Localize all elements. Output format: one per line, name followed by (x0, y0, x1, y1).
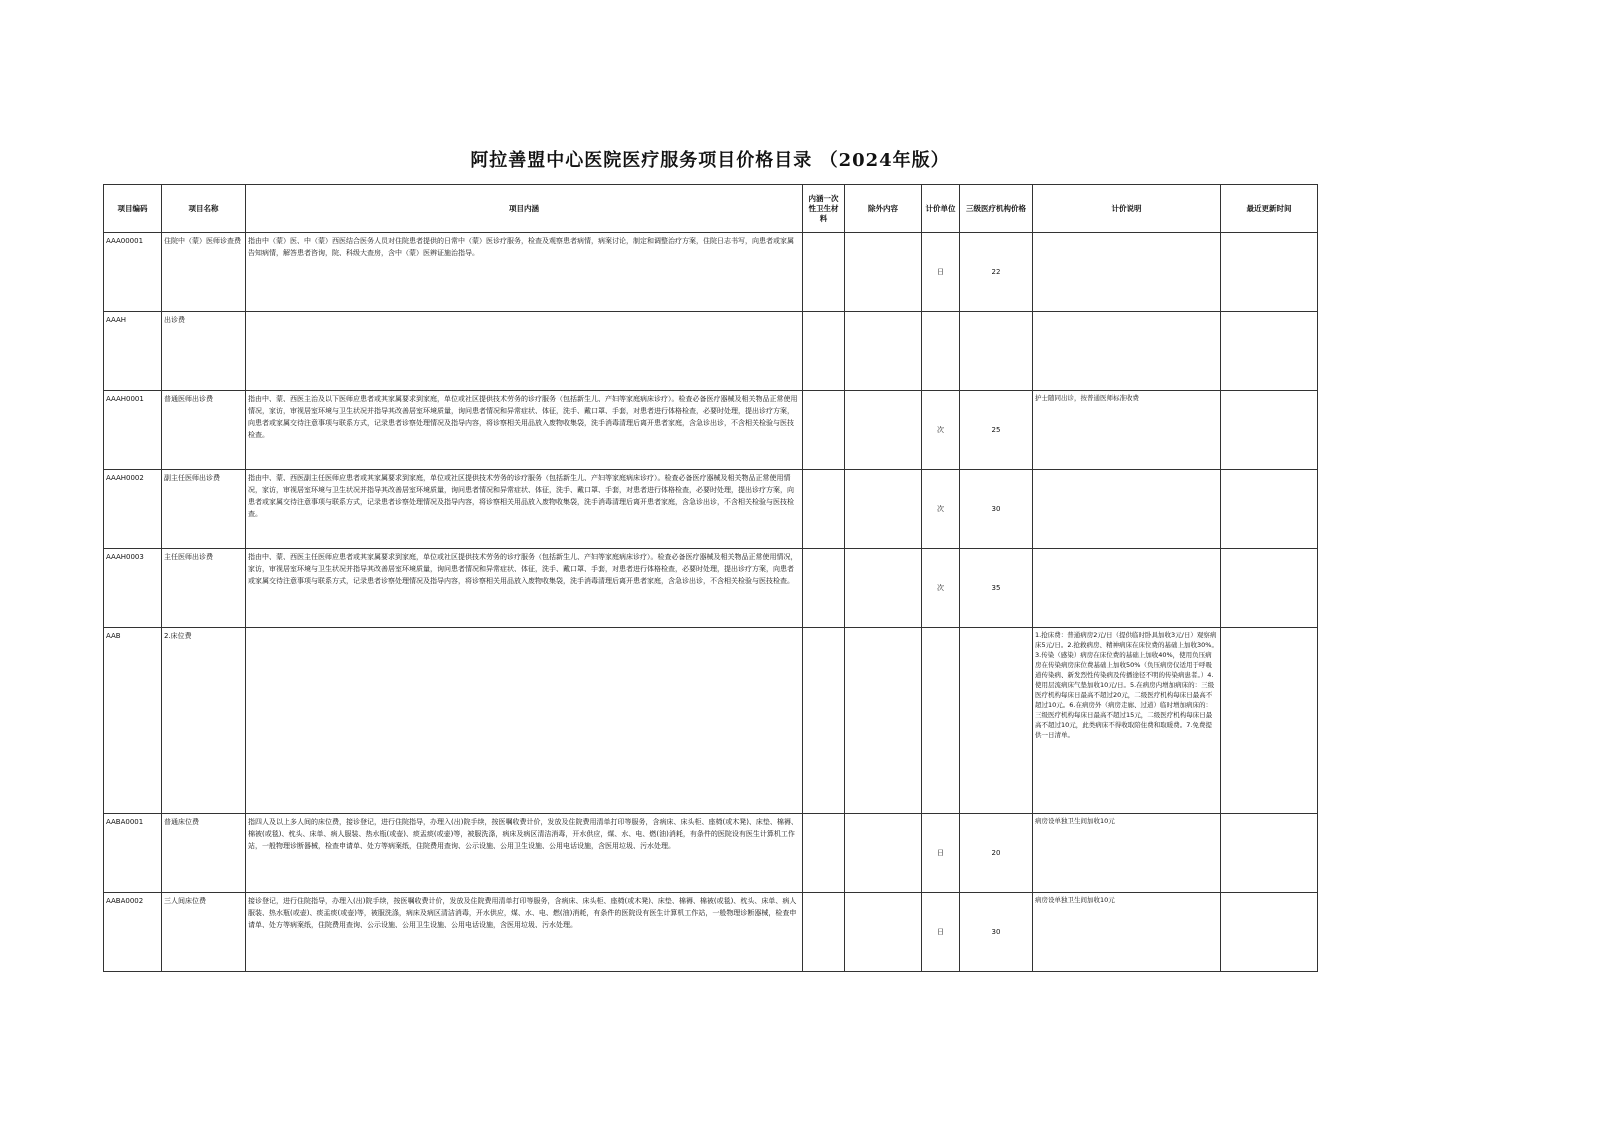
cell-unit (922, 312, 960, 391)
table-row (104, 470, 1318, 549)
table-row (104, 549, 1318, 628)
cell-price: 20 (960, 814, 1033, 893)
cell-content: 指四人及以上多人间的床位费，接诊登记，进行住院指导，办理入(出)院手续，按医嘱收费计价，发放及住院费用清单打印等服务，含病床、床头柜、座椅(或木凳)、床垫、棉褥、棉被(或毯)、枕头、床单、病人服装、热水瓶(或壶)、痰盂痰(或壶)等，被服洗涤，病床及病区清洁消毒，开水供应，煤、水、电、燃(油)消耗，有条件的医院设有医生计算机工作站，一般物理诊断器械，检查申请单、处方等病案纸，住院费用查询、公示设施、公用卫生设施、公用电话设施，含医用垃圾、污水处理。 (246, 814, 803, 893)
cell-excluded (845, 814, 922, 893)
header-row (104, 185, 1318, 233)
cell-updated (1221, 312, 1318, 391)
cell-excluded (845, 628, 922, 814)
cell-material (803, 312, 845, 391)
cell-updated (1221, 893, 1318, 972)
cell-excluded (845, 470, 922, 549)
cell-updated (1221, 628, 1318, 814)
col-header-excluded: 除外内容 (845, 185, 922, 233)
cell-updated (1221, 549, 1318, 628)
cell-content: 指由中、蒙、西医主治及以下医师应患者或其家属要求到家庭，单位或社区提供技术劳务的诊疗服务（包括新生儿、产妇等家庭病床诊疗）。检查必备医疗器械及相关物品正常使用情况，家访，审视居室环境与卫生状况并指导其改善居室环境质量，询问患者情况和异常症状、体征，洗手、戴口罩、手套，对患者进行体格检查，必要时处理，提出诊疗方案，向患者或家属交待注意事项与联系方式，记录患者诊察处理情况及指导内容，将诊察相关用品放入废物收集袋，洗手消毒清理后离开患者家庭，含急诊出诊，不含相关检验与医技检查。 (246, 391, 803, 470)
cell-updated (1221, 470, 1318, 549)
col-header-updated: 最近更新时间 (1221, 185, 1318, 233)
cell-material (803, 470, 845, 549)
col-header-material: 内涵一次性卫生材料 (803, 185, 845, 233)
cell-code: AABA0002 (104, 893, 162, 972)
cell-price: 30 (960, 893, 1033, 972)
cell-code: AAAH (104, 312, 162, 391)
table-row (104, 233, 1318, 312)
cell-content (246, 312, 803, 391)
cell-material (803, 233, 845, 312)
cell-note (1033, 233, 1221, 312)
cell-unit: 次 (922, 391, 960, 470)
cell-content: 指由中（蒙）医、中（蒙）西医结合医务人员对住院患者提供的日常中（蒙）医诊疗服务，检查及观察患者病情，病案讨论，制定和调整治疗方案，住院日志书写，向患者或家属告知病情，解答患者咨询，院、科级大查房，含中（蒙）医辨证施治指导。 (246, 233, 803, 312)
cell-excluded (845, 312, 922, 391)
cell-price (960, 312, 1033, 391)
table-row (104, 893, 1318, 972)
cell-note (1033, 549, 1221, 628)
cell-code: AAB (104, 628, 162, 814)
cell-note: 病房设单独卫生间加收10元 (1033, 893, 1221, 972)
cell-name: 副主任医师出诊费 (162, 470, 246, 549)
cell-content: 接诊登记，进行住院指导，办理入(出)院手续，按医嘱收费计价，发放及住院费用清单打印等服务，含病床、床头柜、座椅(或木凳)、床垫、棉褥、棉被(或毯)、枕头、床单、病人服装、热水瓶(或壶)、痰盂痰(或壶)等，被服洗涤，病床及病区清洁消毒，开水供应，煤、水、电、燃(油)消耗，有条件的医院设有医生计算机工作站，一般物理诊断器械，检查申请单、处方等病案纸，住院费用查询、公示设施、公用卫生设施、公用电话设施，含医用垃圾、污水处理。 (246, 893, 803, 972)
cell-name: 普通床位费 (162, 814, 246, 893)
cell-updated (1221, 814, 1318, 893)
cell-code: AAAH0002 (104, 470, 162, 549)
col-header-content: 项目内涵 (246, 185, 803, 233)
cell-code: AAA00001 (104, 233, 162, 312)
cell-unit: 日 (922, 233, 960, 312)
cell-note: 护士随同出诊，按普通医师标准收费 (1033, 391, 1221, 470)
cell-material (803, 391, 845, 470)
cell-name: 2.床位费 (162, 628, 246, 814)
cell-price: 22 (960, 233, 1033, 312)
cell-price: 30 (960, 470, 1033, 549)
cell-updated (1221, 391, 1318, 470)
cell-name: 住院中（蒙）医师诊查费 (162, 233, 246, 312)
price-table (103, 184, 1318, 972)
cell-excluded (845, 549, 922, 628)
cell-price (960, 628, 1033, 814)
cell-excluded (845, 893, 922, 972)
cell-code: AAAH0001 (104, 391, 162, 470)
table-row (104, 312, 1318, 391)
col-header-price: 三级医疗机构价格 (960, 185, 1033, 233)
cell-unit: 次 (922, 549, 960, 628)
cell-material (803, 893, 845, 972)
cell-name: 主任医师出诊费 (162, 549, 246, 628)
cell-note: 1.抢床费：普通病房2元/日（提供临时卧具加收3元/日）观察病床5元/日。2.抢救病房、精神病床在床位费的基础上加收30%。3.传染（感染）病房在床位费的基础上加收40%，使用负压病房在传染病房床位费基础上加收50%（负压病房仅适用于呼吸道传染病、新发烈性传染病及传播途径不明的传染病患者。）4.使用层流病床气垫加收10元/日。5.在病房内增加病床的：三级医疗机构每床日最高不超过20元，二级医疗机构每床日最高不超过10元。6.在病房外（病房走廊、过道）临时增加病床的：三级医疗机构每床日最高不超过15元，二级医疗机构每床日最高不超过10元，此类病床不得收取陪住费和取暖费。7.免费提供一日清单。 (1033, 628, 1221, 814)
cell-code: AABA0001 (104, 814, 162, 893)
col-header-note: 计价说明 (1033, 185, 1221, 233)
cell-excluded (845, 233, 922, 312)
cell-price: 35 (960, 549, 1033, 628)
col-header-name: 项目名称 (162, 185, 246, 233)
cell-material (803, 814, 845, 893)
cell-price: 25 (960, 391, 1033, 470)
cell-updated (1221, 233, 1318, 312)
cell-note: 病房设单独卫生间加收10元 (1033, 814, 1221, 893)
cell-note (1033, 312, 1221, 391)
cell-unit: 次 (922, 470, 960, 549)
cell-note (1033, 470, 1221, 549)
cell-name: 普通医师出诊费 (162, 391, 246, 470)
cell-excluded (845, 391, 922, 470)
col-header-unit: 计价单位 (922, 185, 960, 233)
cell-unit: 日 (922, 893, 960, 972)
cell-material (803, 549, 845, 628)
cell-name: 三人间床位费 (162, 893, 246, 972)
cell-content: 指由中、蒙、西医副主任医师应患者或其家属要求到家庭，单位或社区提供技术劳务的诊疗服务（包括新生儿、产妇等家庭病床诊疗）。检查必备医疗器械及相关物品正常使用情况，家访，审视居室环境与卫生状况并指导其改善居室环境质量，询问患者情况和异常症状、体征，洗手、戴口罩、手套，对患者进行体格检查，必要时处理，提出诊疗方案，向患者或家属交待注意事项与联系方式，记录患者诊察处理情况及指导内容，将诊察相关用品放入废物收集袋，洗手消毒清理后离开患者家庭，含急诊出诊，不含相关检验与医技检查。 (246, 470, 803, 549)
table-row (104, 391, 1318, 470)
cell-name: 出诊费 (162, 312, 246, 391)
cell-unit (922, 628, 960, 814)
page-title: 阿拉善盟中心医院医疗服务项目价格目录 （2024年版） (470, 150, 950, 171)
cell-content: 指由中、蒙、西医主任医师应患者或其家属要求到家庭，单位或社区提供技术劳务的诊疗服务（包括新生儿、产妇等家庭病床诊疗）。检查必备医疗器械及相关物品正常使用情况，家访，审视居室环境与卫生状况并指导其改善居室环境质量，询问患者情况和异常症状、体征，洗手、戴口罩、手套，对患者进行体格检查，必要时处理，提出诊疗方案，向患者或家属交待注意事项与联系方式，记录患者诊察处理情况及指导内容，将诊察相关用品放入废物收集袋，洗手消毒清理后离开患者家庭，含急诊出诊，不含相关检验与医技检查。 (246, 549, 803, 628)
table-row (104, 628, 1318, 814)
cell-content (246, 628, 803, 814)
table-row (104, 814, 1318, 893)
col-header-code: 项目编码 (104, 185, 162, 233)
cell-unit: 日 (922, 814, 960, 893)
cell-code: AAAH0003 (104, 549, 162, 628)
cell-material (803, 628, 845, 814)
